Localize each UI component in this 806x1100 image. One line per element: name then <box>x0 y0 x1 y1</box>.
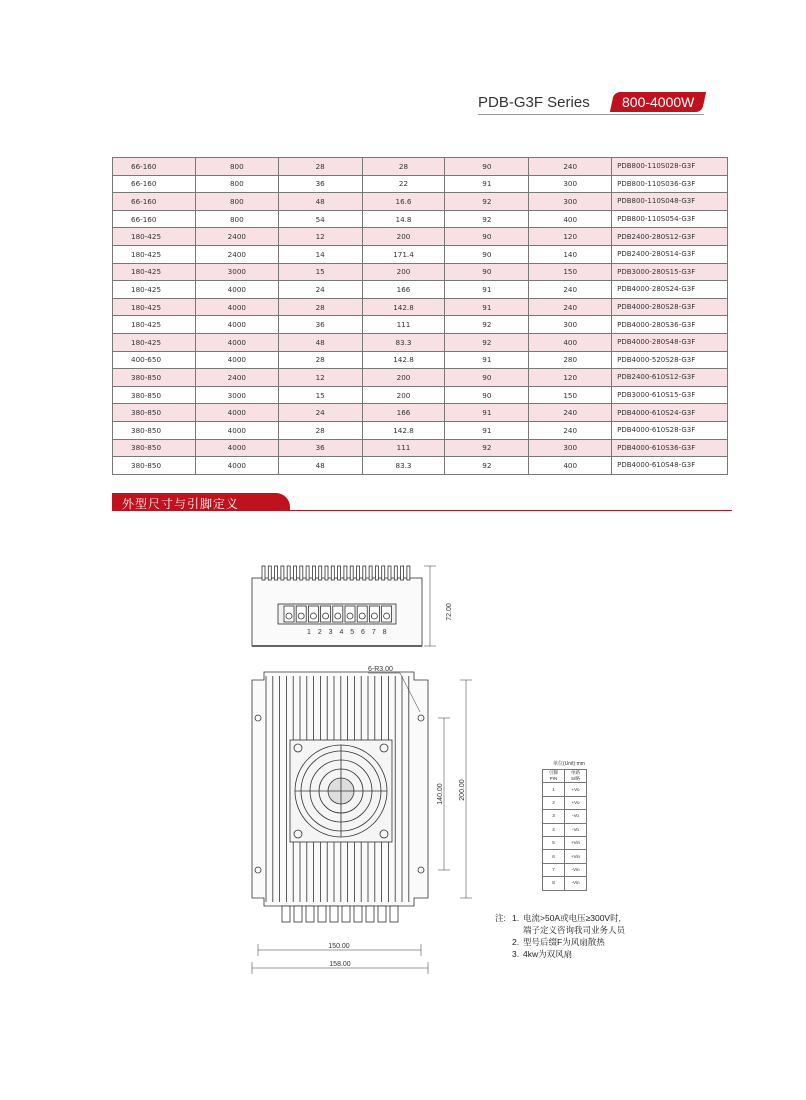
table-cell: 380-850 <box>113 386 196 404</box>
table-cell: PDB4000-520S28-G3F <box>612 351 728 369</box>
bottom-terminal <box>390 906 398 922</box>
table-cell: 90 <box>445 158 529 176</box>
table-cell: 91 <box>445 298 529 316</box>
table-cell: 2400 <box>195 369 278 387</box>
table-cell: 91 <box>445 281 529 299</box>
series-name: PDB-G3F Series <box>478 94 590 111</box>
pin-header-pin-cn: 引脚 <box>548 770 559 776</box>
table-cell: 90 <box>445 245 529 263</box>
table-row <box>113 175 728 193</box>
table-cell: 91 <box>445 351 529 369</box>
note-number: 1. <box>512 913 520 923</box>
note-1 <box>495 912 625 936</box>
fin <box>338 566 341 580</box>
table-cell: 400 <box>529 333 612 351</box>
series-header <box>478 92 728 116</box>
table-row <box>113 245 728 263</box>
pin-row <box>543 796 587 809</box>
table-cell: 200 <box>362 369 445 387</box>
bottom-terminal <box>366 906 374 922</box>
table-cell: 4000 <box>195 421 278 439</box>
pin-function: -Vo <box>565 823 587 836</box>
terminal-number: 2 <box>317 629 322 636</box>
table-row <box>113 404 728 422</box>
pin-table-body <box>543 783 587 890</box>
table-cell: 66-160 <box>113 175 196 193</box>
fin <box>394 566 397 580</box>
fin <box>312 566 315 580</box>
fin <box>375 566 378 580</box>
terminal <box>296 606 306 622</box>
table-cell: 240 <box>529 158 612 176</box>
table-cell: 300 <box>529 193 612 211</box>
table-cell: 200 <box>362 386 445 404</box>
table-cell: 120 <box>529 228 612 246</box>
terminal-number: 8 <box>382 629 387 636</box>
pin-header-pin-en: PIN <box>549 776 558 782</box>
pin-row <box>543 863 587 876</box>
header-rule <box>478 114 704 115</box>
fin <box>319 566 322 580</box>
table-cell: PDB800-110S028-G3F <box>612 158 728 176</box>
dim-side-height: 72.00 <box>446 603 453 621</box>
note-text: 电流>50A或电压≥300V时, <box>523 913 621 923</box>
table-cell: 200 <box>362 263 445 281</box>
table-row <box>113 193 728 211</box>
terminal <box>382 606 392 622</box>
terminal-number: 1 <box>307 629 311 636</box>
table-cell: 28 <box>278 158 362 176</box>
table-cell: 240 <box>529 404 612 422</box>
pin-function: -Vin <box>565 863 587 876</box>
table-cell: 91 <box>445 421 529 439</box>
terminal-number: 4 <box>339 629 344 636</box>
table-cell: PDB2400-610S12-G3F <box>612 369 728 387</box>
pin-row <box>543 810 587 823</box>
pin-row <box>543 850 587 863</box>
pin-row <box>543 783 587 796</box>
pin-number: 3 <box>543 810 565 823</box>
table-cell: PDB2400-280S14-G3F <box>612 245 728 263</box>
table-cell: 92 <box>445 316 529 334</box>
table-cell: PDB4000-610S24-G3F <box>612 404 728 422</box>
pin-function: +Vin <box>565 850 587 863</box>
table-cell: 92 <box>445 193 529 211</box>
table-row <box>113 316 728 334</box>
table-cell: 140 <box>529 245 612 263</box>
fin <box>281 566 284 580</box>
table-cell: 90 <box>445 263 529 281</box>
table-cell: 90 <box>445 386 529 404</box>
table-cell: 142.8 <box>362 421 445 439</box>
spec-table <box>112 157 728 475</box>
pin-number: 4 <box>543 823 565 836</box>
table-cell: 240 <box>529 281 612 299</box>
table-cell: 4000 <box>195 298 278 316</box>
table-cell: 150 <box>529 263 612 281</box>
terminal-number: 3 <box>328 629 333 636</box>
table-cell: 180-425 <box>113 281 196 299</box>
section-bar <box>112 493 732 513</box>
table-cell: 12 <box>278 369 362 387</box>
table-cell: 142.8 <box>362 351 445 369</box>
dim-outer-height: 200.00 <box>459 779 466 801</box>
bottom-terminal <box>282 906 290 922</box>
table-cell: 4000 <box>195 281 278 299</box>
table-cell: 48 <box>278 333 362 351</box>
fin <box>363 566 366 580</box>
terminal <box>369 606 379 622</box>
fin <box>401 566 404 580</box>
table-cell: 180-425 <box>113 228 196 246</box>
table-row <box>113 369 728 387</box>
table-cell: 83.3 <box>362 333 445 351</box>
terminal <box>321 606 331 622</box>
table-cell: 14 <box>278 245 362 263</box>
table-cell: 15 <box>278 386 362 404</box>
table-cell: 380-850 <box>113 457 196 475</box>
section-rule <box>272 510 732 511</box>
pin-function: -Vo <box>565 810 587 823</box>
table-cell: 90 <box>445 369 529 387</box>
table-row <box>113 421 728 439</box>
table-cell: 111 <box>362 316 445 334</box>
pin-number: 6 <box>543 850 565 863</box>
table-cell: 48 <box>278 457 362 475</box>
table-cell: 166 <box>362 281 445 299</box>
bottom-terminal <box>330 906 338 922</box>
table-cell: 200 <box>362 228 445 246</box>
table-cell: PDB4000-280S48-G3F <box>612 333 728 351</box>
pin-row <box>543 877 587 890</box>
table-cell: 54 <box>278 210 362 228</box>
table-cell: 92 <box>445 210 529 228</box>
fin <box>325 566 328 580</box>
table-cell: 800 <box>195 193 278 211</box>
table-cell: 800 <box>195 158 278 176</box>
pin-number: 1 <box>543 783 565 796</box>
table-cell: 111 <box>362 439 445 457</box>
pin-row <box>543 836 587 849</box>
table-cell: 4000 <box>195 404 278 422</box>
table-cell: 3000 <box>195 386 278 404</box>
table-cell: 380-850 <box>113 439 196 457</box>
table-cell: 22 <box>362 175 445 193</box>
fin <box>294 566 297 580</box>
pin-number: 7 <box>543 863 565 876</box>
fin <box>306 566 309 580</box>
fin <box>275 566 278 580</box>
bottom-terminal <box>306 906 314 922</box>
table-cell: 800 <box>195 210 278 228</box>
table-cell: 180-425 <box>113 263 196 281</box>
fin <box>369 566 372 580</box>
section-title: 外型尺寸与引脚定义 <box>122 497 240 511</box>
pin-table <box>542 769 587 891</box>
terminal <box>284 606 294 622</box>
table-cell: 28 <box>278 298 362 316</box>
table-cell: 150 <box>529 386 612 404</box>
table-cell: 380-850 <box>113 421 196 439</box>
table-cell: 91 <box>445 175 529 193</box>
pin-header-cell <box>543 770 565 783</box>
table-cell: 800 <box>195 175 278 193</box>
table-row <box>113 281 728 299</box>
bottom-terminal <box>318 906 326 922</box>
table-cell: PDB4000-610S28-G3F <box>612 421 728 439</box>
table-row <box>113 228 728 246</box>
table-cell: PDB3000-610S15-G3F <box>612 386 728 404</box>
fin <box>287 566 290 580</box>
dim-corner-radius: 6-R3.00 <box>368 666 393 673</box>
table-cell: 400 <box>529 457 612 475</box>
table-row <box>113 386 728 404</box>
table-cell: 15 <box>278 263 362 281</box>
pin-function: -Vin <box>565 877 587 890</box>
table-cell: 4000 <box>195 316 278 334</box>
table-cell: 28 <box>362 158 445 176</box>
unit-note: 单位(Unit):mm <box>553 761 585 767</box>
table-cell: 92 <box>445 439 529 457</box>
table-cell: PDB4000-280S36-G3F <box>612 316 728 334</box>
pin-row <box>543 823 587 836</box>
table-cell: 4000 <box>195 333 278 351</box>
table-cell: PDB800-110S048-G3F <box>612 193 728 211</box>
table-cell: 3000 <box>195 263 278 281</box>
bottom-terminal <box>342 906 350 922</box>
note-3 <box>495 948 625 960</box>
table-cell: 4000 <box>195 439 278 457</box>
table-cell: PDB4000-280S24-G3F <box>612 281 728 299</box>
pin-header-single-cn: 单路 <box>570 770 581 776</box>
table-cell: 24 <box>278 404 362 422</box>
table-cell: 66-160 <box>113 158 196 176</box>
bottom-terminals <box>282 906 398 922</box>
bottom-terminal <box>294 906 302 922</box>
pin-number: 2 <box>543 796 565 809</box>
terminal <box>333 606 343 622</box>
table-cell: 300 <box>529 316 612 334</box>
table-cell: 36 <box>278 439 362 457</box>
note-2 <box>495 936 625 948</box>
terminal <box>308 606 318 622</box>
table-row <box>113 351 728 369</box>
pin-function: +Vo <box>565 796 587 809</box>
fin <box>382 566 385 580</box>
table-cell: 166 <box>362 404 445 422</box>
table-row <box>113 298 728 316</box>
table-cell: 400 <box>529 210 612 228</box>
pin-number: 5 <box>543 836 565 849</box>
table-cell: 240 <box>529 298 612 316</box>
table-cell: 2400 <box>195 245 278 263</box>
fan <box>290 740 392 842</box>
table-cell: 16.6 <box>362 193 445 211</box>
pin-header-cell <box>565 770 587 783</box>
table-cell: 90 <box>445 228 529 246</box>
terminal-number: 7 <box>371 629 376 636</box>
table-cell: 380-850 <box>113 404 196 422</box>
dim-inner-height: 140.00 <box>437 783 444 805</box>
table-cell: 180-425 <box>113 316 196 334</box>
top-view <box>252 672 472 974</box>
spec-table-body <box>113 158 728 475</box>
notes-label: 注: <box>495 913 506 923</box>
table-cell: PDB4000-610S36-G3F <box>612 439 728 457</box>
dim-inner-width: 150.00 <box>328 943 350 950</box>
table-cell: 36 <box>278 175 362 193</box>
table-cell: 92 <box>445 333 529 351</box>
table-cell: 2400 <box>195 228 278 246</box>
dimension-drawing <box>0 540 806 980</box>
table-cell: 12 <box>278 228 362 246</box>
fin <box>344 566 347 580</box>
table-cell: 120 <box>529 369 612 387</box>
table-cell: 240 <box>529 421 612 439</box>
table-cell: 92 <box>445 457 529 475</box>
table-cell: PDB4000-280S28-G3F <box>612 298 728 316</box>
pin-function: +Vo <box>565 783 587 796</box>
pin-function: +Vin <box>565 836 587 849</box>
fin <box>388 566 391 580</box>
table-cell: 180-425 <box>113 245 196 263</box>
bottom-terminal <box>354 906 362 922</box>
table-cell: 380-850 <box>113 369 196 387</box>
side-view <box>252 566 436 646</box>
power-range: 800-4000W <box>621 94 695 110</box>
table-cell: 180-425 <box>113 333 196 351</box>
table-cell: 28 <box>278 351 362 369</box>
table-row <box>113 333 728 351</box>
fin <box>407 566 410 580</box>
power-range-badge <box>610 92 706 112</box>
table-cell: PDB800-110S036-G3F <box>612 175 728 193</box>
table-cell: 14.8 <box>362 210 445 228</box>
table-cell: 280 <box>529 351 612 369</box>
table-cell: PDB800-110S054-G3F <box>612 210 728 228</box>
table-row <box>113 457 728 475</box>
table-cell: 300 <box>529 175 612 193</box>
table-row <box>113 439 728 457</box>
table-cell: PDB4000-610S48-G3F <box>612 457 728 475</box>
table-cell: 28 <box>278 421 362 439</box>
table-row <box>113 263 728 281</box>
terminal-number: 6 <box>361 629 365 636</box>
pin-header-single-en: SI略 <box>571 776 580 782</box>
table-cell: 24 <box>278 281 362 299</box>
bottom-terminal <box>378 906 386 922</box>
pin-number: 8 <box>543 877 565 890</box>
table-cell: 48 <box>278 193 362 211</box>
note-text: 端子定义咨询我司业务人员 <box>523 925 626 935</box>
table-cell: 83.3 <box>362 457 445 475</box>
table-cell: 300 <box>529 439 612 457</box>
note-number: 3. <box>512 949 520 959</box>
table-cell: 4000 <box>195 457 278 475</box>
terminal <box>357 606 367 622</box>
note-number: 2. <box>512 937 520 947</box>
dim-outer-width: 158.00 <box>329 961 351 968</box>
table-cell: 4000 <box>195 351 278 369</box>
table-cell: 171.4 <box>362 245 445 263</box>
table-cell: 66-160 <box>113 210 196 228</box>
table-row <box>113 210 728 228</box>
table-cell: 142.8 <box>362 298 445 316</box>
fin <box>268 566 271 580</box>
table-cell: PDB3000-280S15-G3F <box>612 263 728 281</box>
terminal-block <box>284 606 392 622</box>
table-cell: 180-425 <box>113 298 196 316</box>
pin-table-header <box>543 770 587 783</box>
fin <box>262 566 265 580</box>
notes <box>495 912 625 960</box>
terminal <box>345 606 355 622</box>
table-cell: 66-160 <box>113 193 196 211</box>
terminal-number: 5 <box>350 629 355 636</box>
table-cell: PDB2400-280S12-G3F <box>612 228 728 246</box>
note-text: 型号后缀F为风扇散热 <box>523 937 605 947</box>
table-cell: 400-650 <box>113 351 196 369</box>
table-cell: 36 <box>278 316 362 334</box>
table-row <box>113 158 728 176</box>
fin <box>357 566 360 580</box>
fin <box>350 566 353 580</box>
note-text: 4kw为双风扇 <box>523 949 573 959</box>
table-cell: 91 <box>445 404 529 422</box>
fin <box>331 566 334 580</box>
fin <box>300 566 303 580</box>
